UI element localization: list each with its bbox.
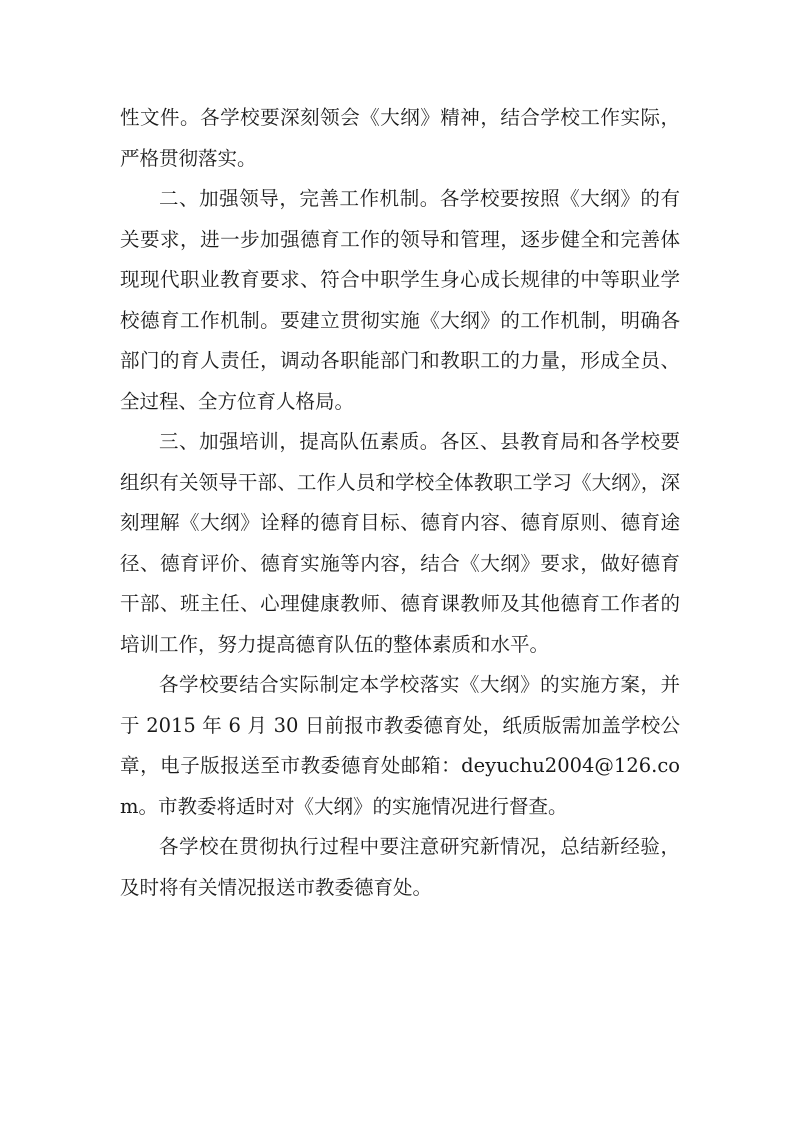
paragraph-continuation: 性文件。各学校要深刻领会《大纲》精神，结合学校工作实际，严格贯彻落实。 (120, 106, 680, 170)
document-body (120, 98, 680, 908)
paragraph-section-two: 二、加强领导，完善工作机制。各学校要按照《大纲》的有关要求，进一步加强德育工作的领导和管理，逐步健全和完善体现现代职业教育要求、符合中职学生身心成长规律的中等职业学校德育工作机制。要建立贯彻实施《大纲》的工作机制，明确各部门的育人责任，调动各职能部门和教职工的力量，形成全员、全过程、全方位育人格局。 (120, 187, 680, 413)
paragraph-submission: 各学校要结合实际制定本学校落实《大纲》的实施方案，并于 2015 年 6 月 30 日前报市教委德育处，纸质版需加盖学校公章，电子版报送至市教委德育处邮箱：deyuchu2004@126.com。市教委将适时对《大纲》的实施情况进行督查。 (120, 673, 680, 818)
paragraph-section-three: 三、加强培训，提高队伍素质。各区、县教育局和各学校要组织有关领导干部、工作人员和学校全体教职工学习《大纲》，深刻理解《大纲》诠释的德育目标、德育内容、德育原则、德育途径、德育评价、德育实施等内容，结合《大纲》要求，做好德育干部、班主任、心理健康教师、德育课教师及其他德育工作者的培训工作，努力提高德育队伍的整体素质和水平。 (120, 430, 680, 656)
paragraph-closing: 各学校在贯彻执行过程中要注意研究新情况，总结新经验，及时将有关情况报送市教委德育处。 (120, 835, 680, 899)
